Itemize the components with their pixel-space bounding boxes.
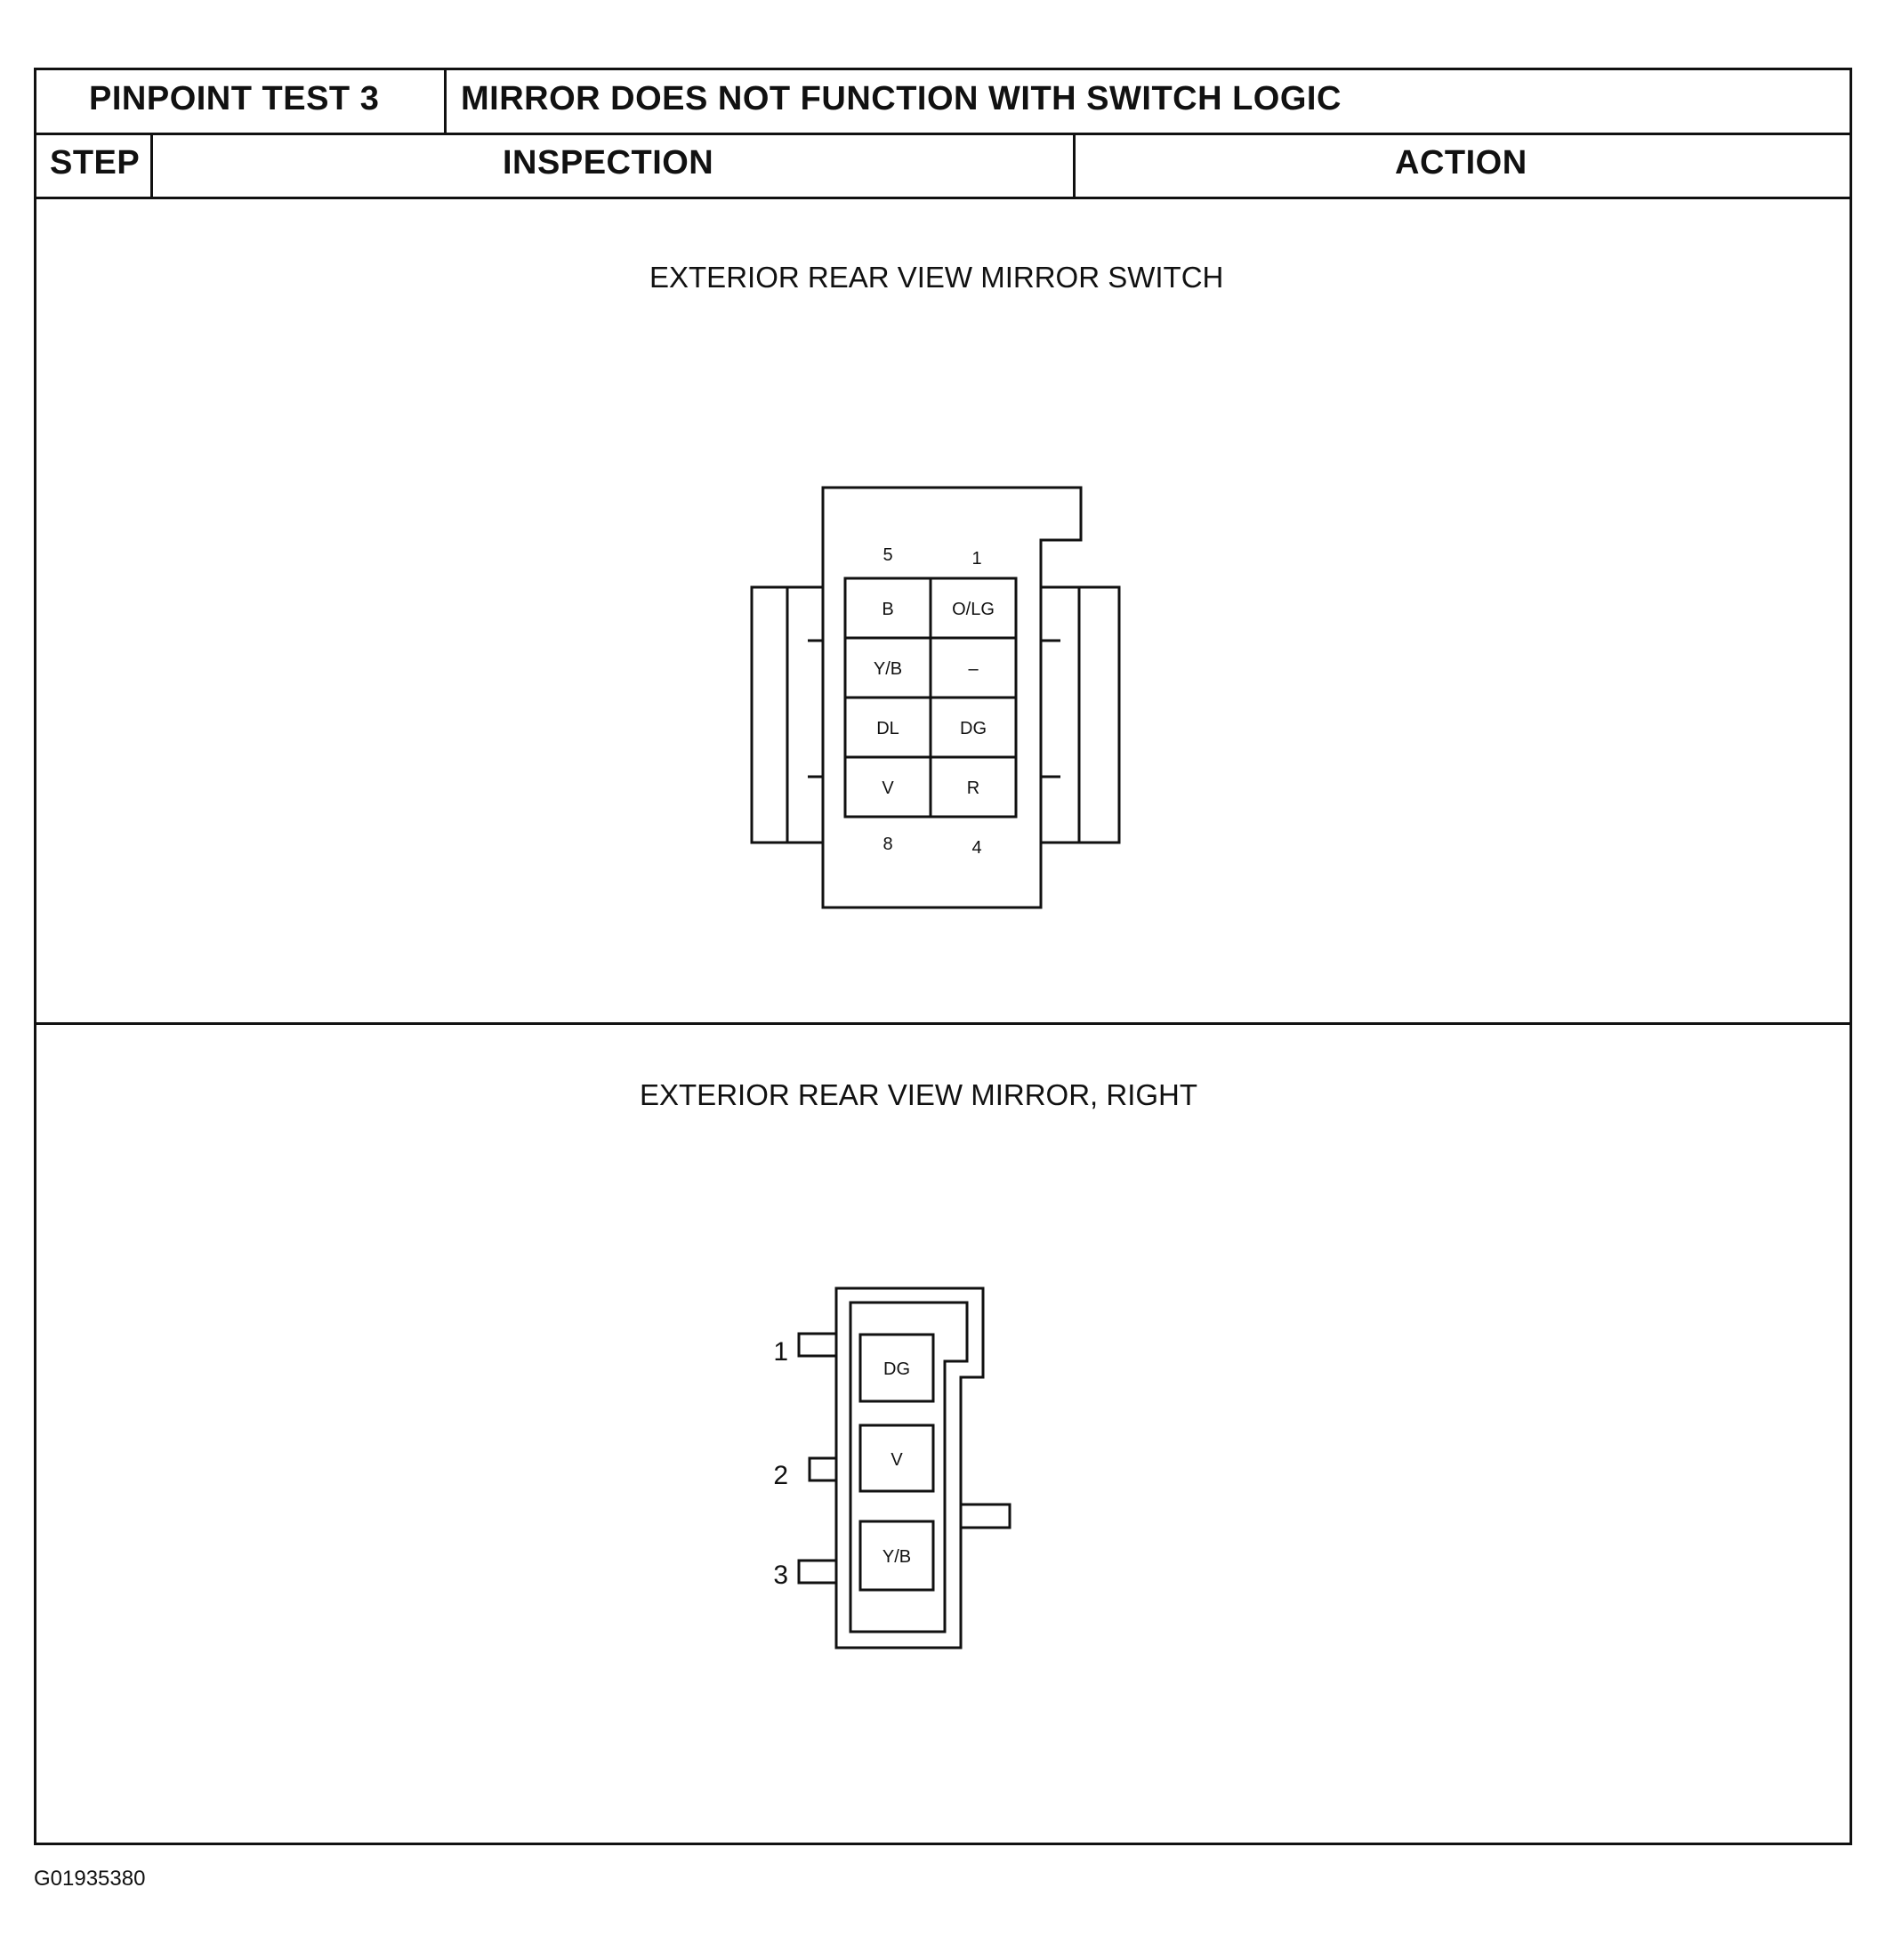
cell-y-b: Y/B <box>873 659 903 679</box>
step-divider <box>150 133 153 197</box>
cavity-2-wire: V <box>891 1450 903 1470</box>
pin-number-1: 1 <box>971 549 982 569</box>
pin-number-1: 1 <box>773 1337 788 1367</box>
cell-o-lg: O/LG <box>952 600 995 619</box>
cell-b: B <box>882 600 894 619</box>
cell-dl: DL <box>876 719 899 738</box>
action-divider <box>1073 133 1076 197</box>
mirror-connector-inner <box>850 1303 967 1632</box>
pin-number-8: 8 <box>883 835 893 854</box>
cell-v: V <box>882 778 894 798</box>
switch-caption: EXTERIOR REAR VIEW MIRROR SWITCH <box>649 261 1224 294</box>
mirror-connector-outer <box>836 1288 983 1648</box>
title-divider <box>444 70 447 133</box>
mirror-caption: EXTERIOR REAR VIEW MIRROR, RIGHT <box>640 1078 1198 1111</box>
column-header-divider <box>36 197 1850 199</box>
figure-id: G01935380 <box>34 1867 146 1891</box>
cavity-1-wire: DG <box>883 1359 910 1379</box>
pin-number-4: 4 <box>971 838 982 858</box>
cavity-3-wire: Y/B <box>882 1547 912 1567</box>
test-title: MIRROR DOES NOT FUNCTION WITH SWITCH LOGIC <box>461 80 1342 117</box>
mirror-right-connector <box>756 1272 1023 1655</box>
cell-empty: – <box>968 659 979 679</box>
pin-number-5: 5 <box>883 545 893 565</box>
action-column-header: ACTION <box>1395 144 1527 181</box>
pin-1-tab <box>799 1334 836 1356</box>
mirror-switch-connector <box>738 472 1139 916</box>
section-divider <box>36 1022 1850 1025</box>
test-label: PINPOINT TEST 3 <box>89 80 380 117</box>
locking-tab <box>961 1504 1010 1528</box>
header-divider <box>36 133 1850 135</box>
cell-dg: DG <box>960 719 987 738</box>
cell-r: R <box>966 778 980 798</box>
pin-number-3: 3 <box>773 1561 788 1590</box>
pin-2-tab <box>810 1458 836 1480</box>
step-column-header: STEP <box>50 144 141 181</box>
pin-3-tab <box>799 1561 836 1583</box>
inspection-column-header: INSPECTION <box>503 144 714 181</box>
pin-number-2: 2 <box>773 1461 788 1490</box>
